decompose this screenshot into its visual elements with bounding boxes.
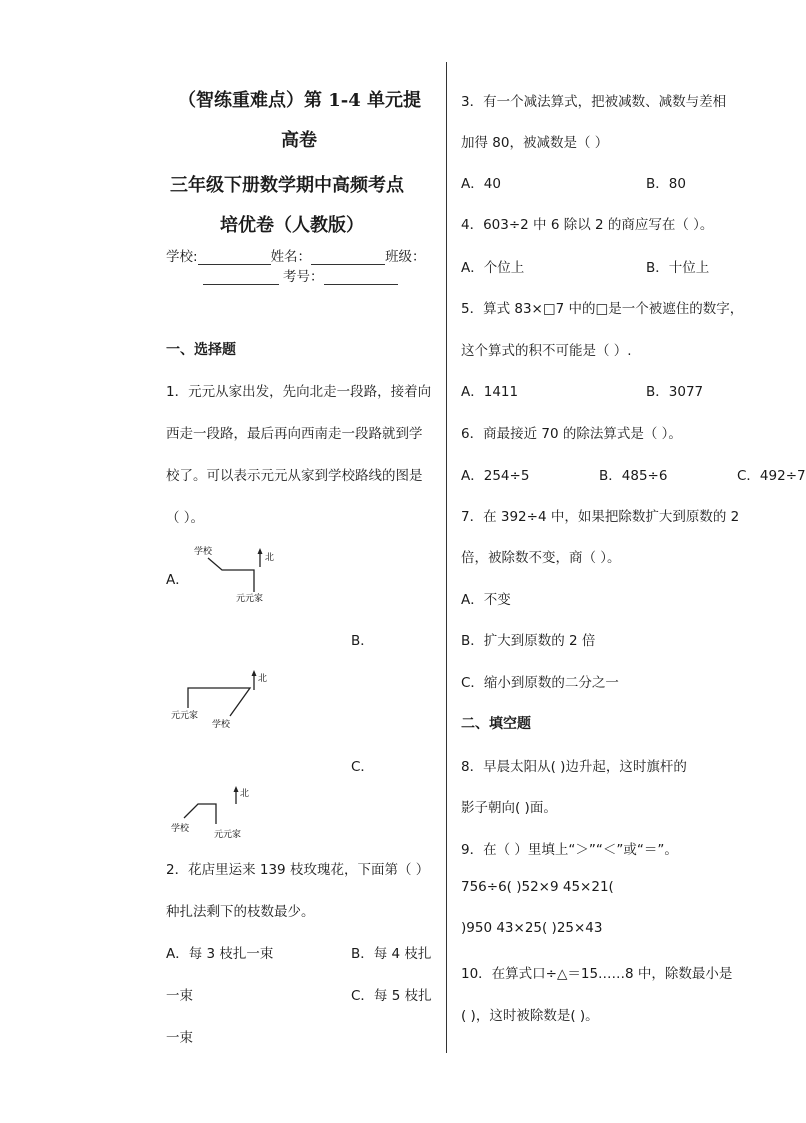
map-b-north: 北 — [258, 674, 268, 684]
exam-no-label: 考号： — [283, 269, 324, 285]
q10-line-2: ( )，这时被除数是( )。 — [461, 1008, 599, 1024]
q3-line-1: 3．有一个减法算式，把被减数、减数与差相 — [461, 94, 727, 110]
exam-no-field[interactable] — [324, 270, 398, 285]
map-c-school: 学校 — [171, 824, 190, 834]
q6-line-1: 6．商最接近 70 的除法算式是（ ）。 — [461, 426, 682, 442]
q6-option-c[interactable]: C．492÷7 — [737, 468, 806, 484]
q5-option-b[interactable]: B．3077 — [646, 384, 704, 400]
title-line-3: 三年级下册数学期中高频考点 — [170, 175, 404, 196]
title-line-4: 培优卷（人教版） — [220, 215, 364, 236]
q7-option-b[interactable]: B．扩大到原数的 2 倍 — [461, 633, 596, 649]
q2-option-c-part2: 一束 — [166, 1030, 193, 1046]
q1-line-1: 1．元元从家出发，先向北走一段路，接着向 — [166, 384, 432, 400]
q7-option-a[interactable]: A．不变 — [461, 592, 511, 608]
q2-line-1: 2．花店里运来 139 枝玫瑰花，下面第（ ） — [166, 862, 430, 878]
q3-option-a[interactable]: A．40 — [461, 176, 501, 192]
section-2-title: 二、填空题 — [461, 716, 531, 732]
map-c-north: 北 — [240, 789, 250, 799]
q9-line-2: 756÷6( )52×9 45×21( — [461, 879, 614, 895]
q7-line-2: 倍，被除数不变，商（ ）。 — [461, 550, 621, 566]
class-field[interactable] — [203, 270, 279, 285]
class-label: 班级： — [385, 249, 426, 265]
q5-line-2: 这个算式的积不可能是（ ）. — [461, 343, 632, 359]
q1-option-a-label[interactable]: A． — [166, 572, 189, 588]
q7-option-c[interactable]: C．缩小到原数的二分之一 — [461, 675, 619, 691]
column-divider — [446, 62, 447, 1053]
student-info-row1 — [166, 245, 426, 265]
name-field[interactable] — [311, 250, 385, 265]
q5-option-a[interactable]: A．1411 — [461, 384, 519, 400]
q1-line-4: （ ）。 — [166, 510, 205, 526]
name-label: 姓名： — [270, 249, 312, 265]
q2-option-a[interactable]: A．每 3 枝扎一束 — [166, 946, 274, 962]
q3-option-b[interactable]: B．80 — [646, 176, 686, 192]
q2-option-b-part1[interactable]: B．每 4 枝扎 — [351, 946, 432, 962]
q6-option-a[interactable]: A．254÷5 — [461, 468, 530, 484]
q7-line-1: 7．在 392÷4 中，如果把除数扩大到原数的 2 — [461, 509, 740, 525]
q1-line-3: 校了。可以表示元元从家到学校路线的图是 — [166, 468, 423, 484]
student-info-row2 — [203, 265, 398, 285]
q9-line-1: 9．在（ ）里填上“＞”“＜”或“＝”。 — [461, 842, 678, 858]
q4-option-a[interactable]: A．个位上 — [461, 260, 525, 276]
q8-line-1: 8．早晨太阳从( )边升起，这时旗杆的 — [461, 759, 687, 775]
q1-option-c-label[interactable]: C． — [351, 759, 374, 775]
map-a-north: 北 — [265, 553, 275, 563]
q1-option-a-map — [190, 540, 280, 608]
q3-line-2: 加得 80，被减数是（ ） — [461, 135, 609, 151]
q2-line-2: 种扎法剩下的枝数最少。 — [166, 904, 315, 920]
q8-line-2: 影子朝向( )面。 — [461, 800, 557, 816]
q10-line-1: 10．在算式口÷△＝15……8 中，除数最小是 — [461, 966, 733, 982]
q5-line-1: 5．算式 83×□7 中的□是一个被遮住的数字， — [461, 301, 744, 317]
q1-option-c-map — [170, 784, 280, 842]
q2-option-c-part1[interactable]: C．每 5 枝扎 — [351, 988, 432, 1004]
school-label: 学校: — [166, 249, 198, 265]
q1-option-b-map — [170, 668, 280, 732]
map-b-home: 元元家 — [171, 711, 199, 721]
q6-option-b[interactable]: B．485÷6 — [599, 468, 668, 484]
map-a-home: 元元家 — [236, 594, 264, 604]
q9-line-3: )950 43×25( )25×43 — [461, 920, 603, 936]
q4-line-1: 4．603÷2 中 6 除以 2 的商应写在（ ）。 — [461, 217, 714, 233]
map-c-home: 元元家 — [214, 830, 242, 840]
title-line-1: （智练重难点）第 1-4 单元提 — [178, 90, 422, 111]
map-a-school: 学校 — [194, 547, 213, 557]
q2-option-b-part2: 一束 — [166, 988, 193, 1004]
q1-line-2: 西走一段路，最后再向西南走一段路就到学 — [166, 426, 423, 442]
q1-option-b-label[interactable]: B． — [351, 633, 374, 649]
title-line-2: 高卷 — [281, 130, 317, 151]
map-b-school: 学校 — [212, 720, 231, 730]
q4-option-b[interactable]: B．十位上 — [646, 260, 710, 276]
section-1-title: 一、选择题 — [166, 342, 236, 358]
school-field[interactable] — [198, 250, 271, 265]
